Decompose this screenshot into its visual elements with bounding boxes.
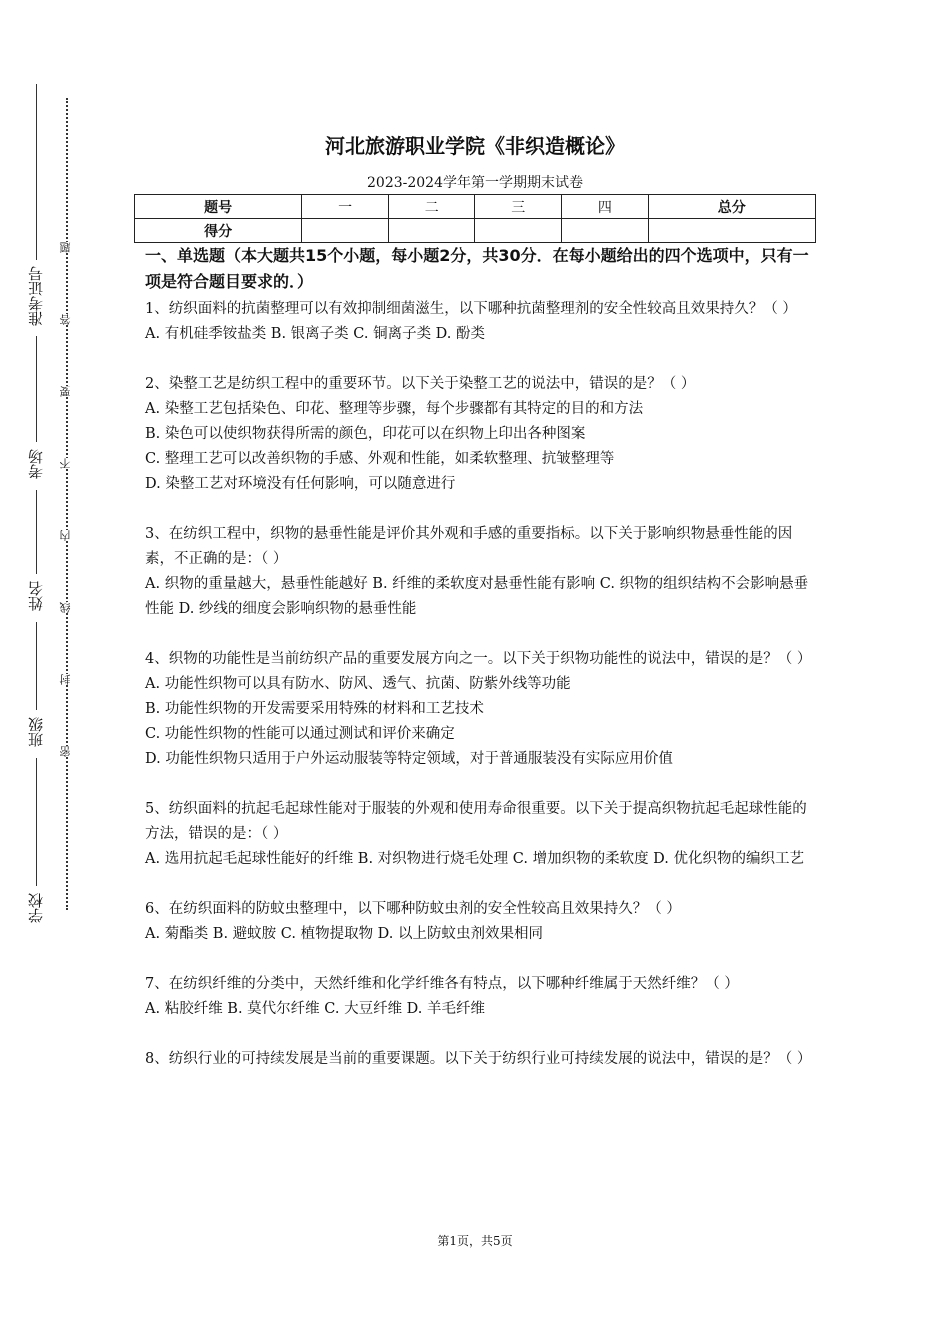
question-option: A. 织物的重量越大，悬垂性能越好 B. 纤维的柔软度对悬垂性能有影响 C. 织物的组织结构不会影响悬垂性能 D. 纱线的细度会影响织物的悬垂性能 <box>145 576 809 617</box>
score-header-cell: 总分 <box>648 195 815 219</box>
seal-char: 题 <box>59 242 72 253</box>
seal-char: 封 <box>59 674 72 685</box>
binding-line <box>36 490 37 574</box>
class-label: 班级 <box>27 717 45 747</box>
binding-line <box>36 336 37 442</box>
question-stem: 8、纺织行业的可持续发展是当前的重要课题。以下关于纺织行业可持续发展的说法中，错误的是？（ ） <box>145 1051 812 1067</box>
binding-line <box>36 622 37 710</box>
score-table <box>134 194 816 243</box>
question-option: B. 功能性织物的开发需要采用特殊的材料和工艺技术 <box>145 701 484 717</box>
score-input-cell[interactable] <box>648 219 815 243</box>
question-option: A. 菊酯类 B. 避蚊胺 C. 植物提取物 D. 以上防蚊虫剂效果相同 <box>145 926 544 942</box>
score-table-score-row <box>135 219 816 243</box>
score-header-cell: 二 <box>388 195 475 219</box>
question-item <box>145 297 813 347</box>
question-option: B. 染色可以使织物获得所需的颜色，印花可以在织物上印出各种图案 <box>145 426 586 442</box>
score-input-cell[interactable] <box>562 219 649 243</box>
question-item <box>145 972 813 1022</box>
question-option: A. 选用抗起毛起球性能好的纤维 B. 对织物进行烧毛处理 C. 增加织物的柔软度 D. 优化织物的编织工艺 <box>145 851 805 867</box>
question-stem: 2、染整工艺是纺织工程中的重要环节。以下关于染整工艺的说法中，错误的是？（ ） <box>145 376 696 392</box>
question-option: A. 染整工艺包括染色、印花、整理等步骤，每个步骤都有其特定的目的和方法 <box>145 401 644 417</box>
score-input-cell[interactable] <box>475 219 562 243</box>
question-stem: 5、纺织面料的抗起毛起球性能对于服装的外观和使用寿命很重要。以下关于提高织物抗起毛起球性能的方法，错误的是：（ ） <box>145 801 807 842</box>
question-item <box>145 372 813 497</box>
seal-char: 答 <box>59 314 72 325</box>
question-stem: 4、织物的功能性是当前纺织产品的重要发展方向之一。以下关于织物功能性的说法中，错误的是？（ ） <box>145 651 812 667</box>
binding-line <box>36 758 37 886</box>
question-option: A. 功能性织物可以具有防水、防风、透气、抗菌、防紫外线等功能 <box>145 676 571 692</box>
score-header-cell: 一 <box>302 195 389 219</box>
seal-char: 线 <box>59 602 72 613</box>
question-stem: 7、在纺织纤维的分类中，天然纤维和化学纤维各有特点，以下哪种纤维属于天然纤维？（ ） <box>145 976 739 992</box>
score-header-cell: 三 <box>475 195 562 219</box>
score-row-label: 得分 <box>135 219 302 243</box>
score-input-cell[interactable] <box>388 219 475 243</box>
school-label: 学校 <box>27 893 45 923</box>
question-option: C. 整理工艺可以改善织物的手感、外观和性能，如柔软整理、抗皱整理等 <box>145 451 615 467</box>
question-item <box>145 1047 813 1072</box>
exam-number-label: 准考证号 <box>27 266 45 326</box>
seal-dotted-line <box>66 98 68 910</box>
seal-char: 不 <box>59 458 72 469</box>
score-header-cell: 四 <box>562 195 649 219</box>
question-item <box>145 647 813 772</box>
question-option: C. 功能性织物的性能可以通过测试和评价来确定 <box>145 726 455 742</box>
page-title: 河北旅游职业学院《非织造概论》 <box>325 134 625 158</box>
question-stem: 1、纺织面料的抗菌整理可以有效抑制细菌滋生，以下哪种抗菌整理剂的安全性较高且效果持久？（ ） <box>145 301 797 317</box>
question-item <box>145 522 813 622</box>
exam-content <box>145 243 813 1097</box>
question-option: D. 染整工艺对环境没有任何影响，可以随意进行 <box>145 476 456 492</box>
question-option: A. 有机硅季铵盐类 B. 银离子类 C. 铜离子类 D. 酚类 <box>145 326 486 342</box>
exam-room-label: 考场 <box>27 449 45 479</box>
question-option: A. 粘胶纤维 B. 莫代尔纤维 C. 大豆纤维 D. 羊毛纤维 <box>145 1001 486 1017</box>
question-item <box>145 797 813 872</box>
question-item <box>145 897 813 947</box>
question-stem: 3、在纺织工程中，织物的悬垂性能是评价其外观和手感的重要指标。以下关于影响织物悬垂性能的因素，不正确的是：（ ） <box>145 526 793 567</box>
score-table-header-row <box>135 195 816 219</box>
score-input-cell[interactable] <box>302 219 389 243</box>
seal-char: 内 <box>59 530 72 541</box>
section-title: 一、单选题（本大题共15个小题，每小题2分，共30分．在每小题给出的四个选项中，只有一项是符合题目要求的．） <box>145 246 809 291</box>
question-option: D. 功能性织物只适用于户外运动服装等特定领域，对于普通服装没有实际应用价值 <box>145 751 673 767</box>
seal-char: 要 <box>59 386 72 397</box>
name-label: 姓名 <box>27 581 45 611</box>
question-list <box>145 297 813 1072</box>
question-stem: 6、在纺织面料的防蚊虫整理中，以下哪种防蚊虫剂的安全性较高且效果持久？（ ） <box>145 901 681 917</box>
score-header-cell: 题号 <box>135 195 302 219</box>
binding-margin <box>0 0 110 1344</box>
page-footer: 第1页，共5页 <box>437 1234 513 1248</box>
exam-subtitle: 2023-2024学年第一学期期末试卷 <box>367 175 583 191</box>
seal-char: 密 <box>59 746 72 757</box>
